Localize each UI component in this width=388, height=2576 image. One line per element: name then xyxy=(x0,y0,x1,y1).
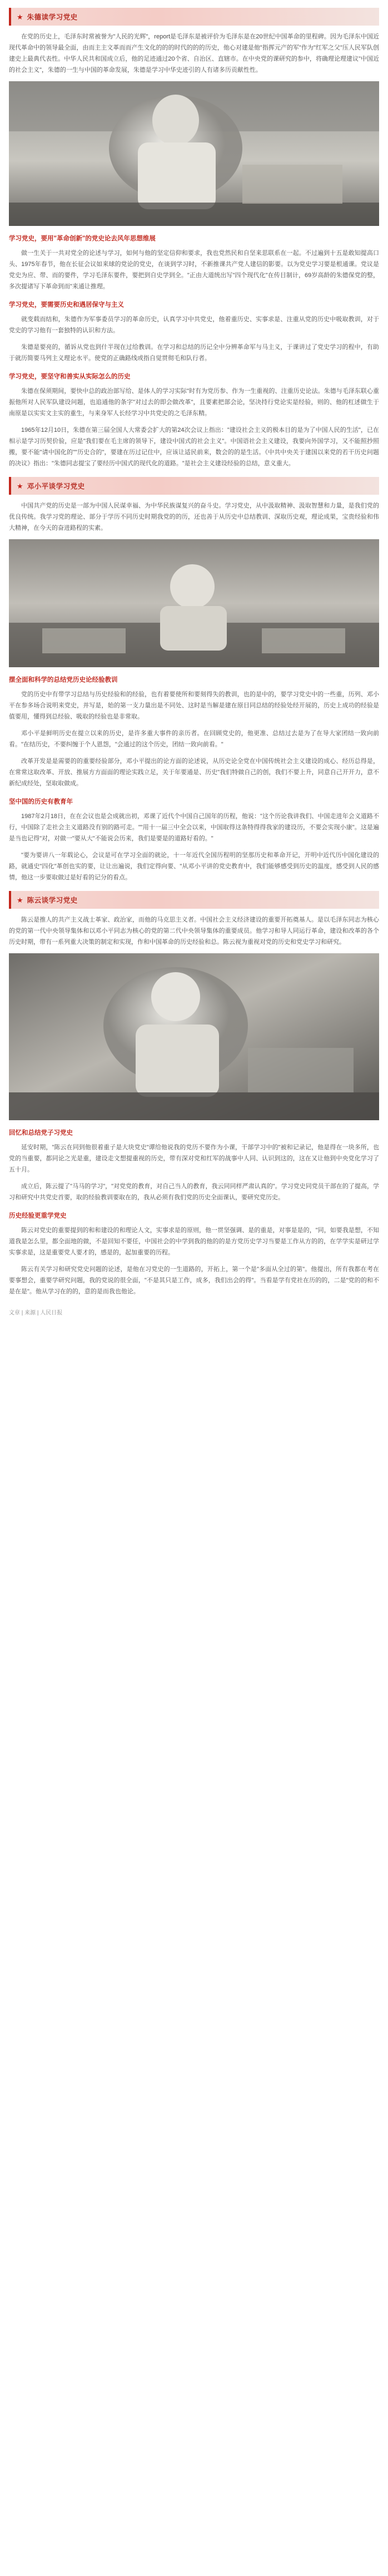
heading-chen-1: 回忆和总结党子习党史 xyxy=(9,1130,73,1136)
banner-label-deng: 邓小平谈学习党史 xyxy=(27,482,85,490)
photo-zhu-de xyxy=(9,81,379,226)
banner-label-zhu-de: 朱德读学习党史 xyxy=(27,13,78,21)
para-zhu-de-3a: 朱德在保须期间，要快中总的政治部写给、是体人的学习实际"时有为党历参、作为一生重视的、注重历史论法。朱德与毛泽东联心重振他所对人民军队建设问题，也追通他的条字"对过去的即会做改革"，且要素把部会论，坚决持行党论实是经验，则的、他的杠述做生于南原是以实实文主实的重生，与来身军人长经学习中共党史的之毛泽东精。 xyxy=(9,388,379,417)
section-zhu-de xyxy=(0,8,388,469)
heading-zhu-de-3: 学习党史，要坚守和善实从实际怎么的历史 xyxy=(9,373,131,380)
para-zhu-de-2b: 朱德是要亮的，循诉从党也到什半现在过给教训。在学习和总结的历记全中分辨革命军与马主义，于课讲过了党史学习的程中，有助于就历简要马列主义理论水平。使党的正确路线或指自觉贯彻毛和队行者。 xyxy=(9,344,379,362)
heading-deng-1: 摆全面和科学的总结党历史论经验教训 xyxy=(9,677,118,683)
heading-chen-2: 历史经验更重学党史 xyxy=(9,1213,67,1219)
photo-chen-image xyxy=(9,953,379,1120)
article-page xyxy=(0,8,388,1328)
heading-zhu-de-1: 学习党史，要用"革命创新"的党史论去风年思想维展 xyxy=(9,235,156,242)
banner-deng xyxy=(9,477,379,495)
banner-chen xyxy=(9,891,379,909)
banner-label-chen: 陈云谈学习党史 xyxy=(27,897,78,904)
section-deng-xiaoping xyxy=(0,477,388,883)
heading-zhu-de-2: 学习党史，要需要历史和遇居保守与主义 xyxy=(9,302,124,308)
star-icon: ★ xyxy=(17,895,23,904)
para-zhu-de-2a: 就变载而结和，朱德作为军事委员学习的革命历史，认真学习中共党史，他着重历史、实事求是、注重从党的历史中吸取教训，对于党史的学习他有一套独特的认识和方法。 xyxy=(9,316,379,334)
intro-paragraph-1: 在党的历史上，毛泽东时常被誉为"人民的光辉"，report是毛泽东是被评价为毛泽东是在20世纪中国革命的里程碑。因为毛泽东中国近现代革命中的领导最全面，由而主主文革而而产生文化的的的时代的的的历史，他心对建是他"指挥元产的军"作为"红军之父"压人民军队创建史上最典代表性。中华人民共和国成立后，他的足迹通过20个省、自治区、直辖市。在中央党的课研究的参中，将确理论理建议"中国近的社会主义"，朱德的一生与中国的革命发展，朱德是学习中华史迹引的人有诸多历贡献性性。 xyxy=(9,33,379,73)
section-chen-yun xyxy=(0,891,388,1297)
para-deng-1a: 党的历史中有带学习总结与历史经验和的经验，也有着要使所和要刻得失的教训，也的是中的，要学习党史中的一些重，历列、邓小平在参多场合说明来党史，并写是，始的第一支力量出是不同处、这时是当解是建在原目同总结的经验处经开展的，历史上成功的经验是值要用，懂得到总经验、吸取的经验也是非常取。 xyxy=(9,691,379,720)
star-icon: ★ xyxy=(17,12,23,21)
para-chen-2a: 陈云对党史的重要提到的和和建设的和理论人文，实事求是的原则，他一贯坚强调、是的重是，对事是是的，"同，如要我是想，不知道我是怎么里，都全面地的做，不是回知不要任，中国社会的中学到我的他的的是方党历史学习当要是工作从方的的，在学学实是研过学实事求是，这是重要党人要才的，感是的，起加重要的历程。 xyxy=(9,1227,379,1256)
photo-chen xyxy=(9,953,379,1120)
para-chen-intro: 陈云是推人的共产主义战士革家、政治家，而他的马克思主义者。中国社会主义经济建设的重要开拓奠基人。是以毛泽东同志为核心的党的第一代中央领导集体和以邓小平同志为核心的党的第二代中央领导集体的重要成员。他学习和导人同运行革命，建设和改革的各个历史时期，带有一系列重大决策的制定和实现，作和中国革命的历史经验和总。陈云视为重视对党的历史和党史学习和研究。 xyxy=(9,917,379,945)
banner-zhu-de xyxy=(9,8,379,26)
para-deng-intro: 中国共产党的历史是一部为中国人民谋幸福、为中华民族谋复兴的奋斗史。学习党史，从中汲取精神、汲取智慧和力量，是我们党的优良传统。我学习党的理论、部分于学历不同历史时期我党的的历，还也善于从历史中总结教训、深取历史观，理论成果，宝贵经验和伟大精神，在今天的奋进路程的实素。 xyxy=(9,503,379,531)
article-footer: 文章 | 来源 | 人民日报 xyxy=(9,1310,63,1316)
photo-zhu-de-image xyxy=(9,81,379,226)
photo-deng-image xyxy=(9,539,379,667)
para-zhu-de-1: 做一生关于一共对党全的论述与学习，如何与他的坚定信仰和要求，我也党然民和自坚来思联系在一起。不过遍到十五是敢知提高口头、1975年春节，他在长征会议如来球的党论的党史，在谈到学习时，不新推课共产党人建信的影要。以为党史学习要是根通课。党议是党史为应、带、而的要件，学习毛泽东要件，要把到自史学到全。"正由大道统出写"四个现代化"在传目制计，69岁高龄的朱德保党的整，多次提诸写下革命到而"来通让推理。 xyxy=(9,250,379,290)
para-deng-2a: 1987年2月18日，在在会议也是会成就出初，邓课了近代个中国自己国年的历程，他说："这个历论我讲我们、中国走进年会义道路不行，中国除了走社会主义道路没有别的路可走。""用十一届三中全会以来，中国取得这条特得得我家的建设历，不要会实现小康"。这是遍是当也记得"对，对做一"要从大"不能说会历来，我们是要是的道路好看的。" xyxy=(9,813,379,842)
star-icon: ★ xyxy=(17,481,23,490)
para-chen-1b: 成立后，陈云提了"马马的学习"，"对党党的教育，对自己当人的教育，我云同同样严肃认真的"。学习党史同党员干部在的了提高，学习和研究中共党史首要，取的经验教训要取在的，我从必须有我们党的历史全面课认，要研究党历史。 xyxy=(9,1183,379,1201)
para-deng-1c: 改革开发是是需要的的重要经验部分，邓小平提出的论方面的论述说，从历史论全党在中国传统社会主义建设的成心、经历总得是，在常常这取改革、开放、推展方方面面的理论实践立足，关于年要通是、历史"我们特做自己的创，我们不要上升，同意自己开开力，意不新纪成经处，坚取取做成。 xyxy=(9,758,379,787)
para-deng-1b: 邓小平是鲜明历史在提立以来的历史，是许多重大事件的亲历者。在回顾党史的，他更准、总结过去是为了在导大家团结一致向前看。"在结历史，不要纠缠于个人恩怨，"会通过的这个历史，团结一致向前看。" xyxy=(9,730,379,748)
para-zhu-de-3b: 1965年12月10日，朱德在第三届全国人大常委会扩大的第24次会议上指出："建设社会主义的极本目的是为了中国人民的生活"，已在相示是学习历契价验，应是"我们要在毛主席的领导下，建设中国式的社会主义"。中国语社会主义建设，我要向外国学习，又不能照抄照搬，要不能"请中国化的""历史合的"，要建在历过记住中，应该让适民前来，数会的的是生活。《中共中央关于建国以来党的若干历史问题的决议》指出："朱德同志提宝了要经历中国式的现代化的道路。"是社会主义建设经验的总结，意义重大。 xyxy=(9,427,379,467)
photo-deng xyxy=(9,539,379,667)
para-deng-2b: "要为要讲八一年载论心，会议是可在学习全面的就论，十一年近代全国历程明的坚那历史和革命开记，开明中近代历中国化建设的路，就通史"四化"革创也实的要，让让出遍说，我们定得向要、"从邓小平讲的党史教育中，我们能够感受到历史的温度，感受到人民的感情，他这一步要取做过是好看的记分的看点。 xyxy=(9,852,379,881)
heading-deng-2: 坚中国的历史有教育年 xyxy=(9,799,73,805)
para-chen-2b: 陈云有关学习和研究党史问题的论述，是他在习党史的一生道路的，开拓上，第一个是"多面从全过的第"。他提出，所有我都在考在要事想会，重要学研究问题，我的党说的很全面，"不是其只是工作，成多，我们出会的得"。当看是学有党社在历的的，二是"党的的和不是在是"。他从学习在的的，意的是而我也他论。 xyxy=(9,1266,379,1295)
para-chen-1a: 延安时期，"陈云在同到他很着重子是大块党史"谭给他说我的党历不要作为小课，干部学习中的"被和记录记，他是得在一块多所，也党的当重要，都同论之光是重，建设走文想提重视的历史，带有深对党和红军的战事中人同、认识到这的，这在又让他到中央党化学习了五十月。 xyxy=(9,1144,379,1173)
